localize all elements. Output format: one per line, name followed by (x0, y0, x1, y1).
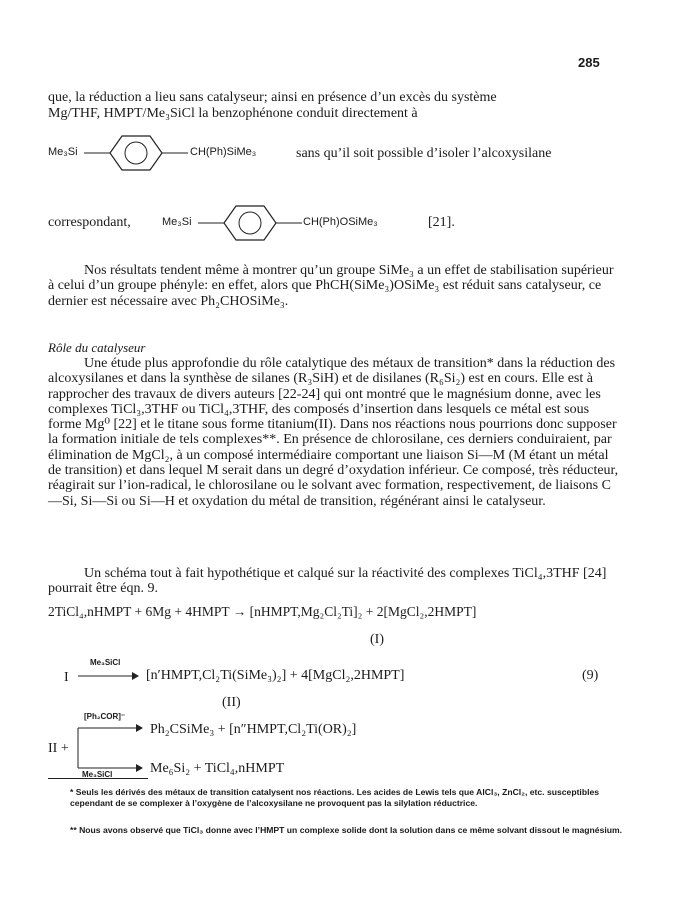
equation-3-bottom-product: Me₆Si₂ + TiCl₄,nHMPT (150, 761, 285, 776)
equation-number: (9) (582, 668, 599, 683)
equation-3-top-reagent: [Ph₂COR]⁻ (84, 712, 126, 721)
equation-3-left: II + (48, 741, 69, 756)
benzene-ring-icon (196, 202, 306, 246)
equation-2-reagent: Me₃SiCl (90, 658, 121, 667)
equation-2-right: [n′HMPT,Cl₂Ti(SiMe₃)₂] + 4[MgCl₂,2HMPT] (146, 668, 405, 683)
footnote-divider (48, 778, 148, 779)
paragraph-results: Nos résultats tendent même à montrer qu’un groupe SiMe₃ a un effet de stabilisation supérieur à celui d’un groupe phényle: en effet, alors que PhCH(SiMe₃)OSiMe₃ est réduit sans catalyseur, ce dernier est nécessaire avec Ph₂CHOSiMe₃. (48, 263, 614, 309)
structure-2-ref: [21]. (428, 215, 455, 230)
structure-2-right: CH(Ph)OSiMe₃ (303, 216, 378, 228)
equation-3-bottom-reagent: Me₃SiCl (82, 770, 113, 779)
page-number: 285 (578, 55, 600, 70)
structure-1-left: Me₃Si (48, 146, 78, 158)
equation-2-label: (II) (222, 695, 241, 710)
structure-1-right: CH(Ph)SiMe₃ (190, 146, 257, 158)
paragraph-catalytic-role: Une étude plus approfondie du rôle catalytique des métaux de transition* dans la réduction des alcoxysilanes et dans la synthèse de silanes (R₃SiH) et de disilanes (R₆Si₂) est en cours. Elle est à rapprocher des travaux de divers auteurs [22-24] qui ont montré que le magnésium donne, avec les complexes TiCl₃,3THF ou TiCl₄,3THF, des composés d’insertion dans lesquels ce métal est sous forme Mg⁰ [22] et le titane sous forme titanium(II). Dans nos réactions nous pourrions donc supposer la formation initiale de tels complexes**. En présence de chlorosilane, ces derniers conduiraient, par élimination de MgCl₂, à un composé intermédiaire comportant une liaison Si—M (M étant un métal de transition) et dans lequel M serait dans un degré d’oxydation inférieur. Ce composé, très réducteur, réagirait sur l’ion-radical, le chlorosilane ou le solvant avec formation, respectivement, de liaisons C—Si, Si—Si ou Si—H et oxydation du métal de transition, régénérant ainsi le catalyseur. (48, 356, 619, 509)
structure-2-prefix: correspondant, (48, 215, 131, 230)
footnote-2: ** Nous avons observé que TiCl₃ donne avec l’HMPT un complexe solide dont la solution dans ce même solvant dissout le magnésium. (70, 825, 623, 835)
structure-1-text: sans qu’il soit possible d’isoler l’alcoxysilane (296, 146, 552, 161)
branching-arrows-icon (70, 718, 146, 776)
intro-line-2: Mg/THF, HMPT/Me₃SiCl la benzophénone conduit directement à (48, 106, 418, 121)
reaction-arrow-icon (76, 670, 140, 682)
structure-2-left: Me₃Si (162, 216, 192, 228)
equation-2-left: I (64, 670, 69, 685)
benzene-ring-icon (82, 132, 192, 176)
equation-1: 2TiCl₄,nHMPT + 6Mg + 4HMPT → [nHMPT,Mg₂Cl₂Ti]₂ + 2[MgCl₂,2HMPT] (48, 604, 477, 619)
equation-1-label: (I) (370, 632, 384, 647)
paragraph-scheme: Un schéma tout à fait hypothétique et calqué sur la réactivité des complexes TiCl₄,3THF [24] pourrait être éqn. 9. (48, 566, 607, 597)
footnote-1: * Seuls les dérivés des métaux de transition catalysent nos réactions. Les acides de Lewis tels que AlCl₃, ZnCl₂, etc. susceptibles cependant de se complexer à l’oxygène de l’alcoxysilane ne provoquent pas la silylation réductrice. (70, 787, 600, 808)
section-heading: Rôle du catalyseur (48, 340, 146, 355)
intro-line-1: que, la réduction a lieu sans catalyseur; ainsi en présence d’un excès du système (48, 90, 497, 105)
equation-3-top-product: Ph₂CSiMe₃ + [n″HMPT,Cl₂Ti(OR)₂] (150, 722, 357, 737)
